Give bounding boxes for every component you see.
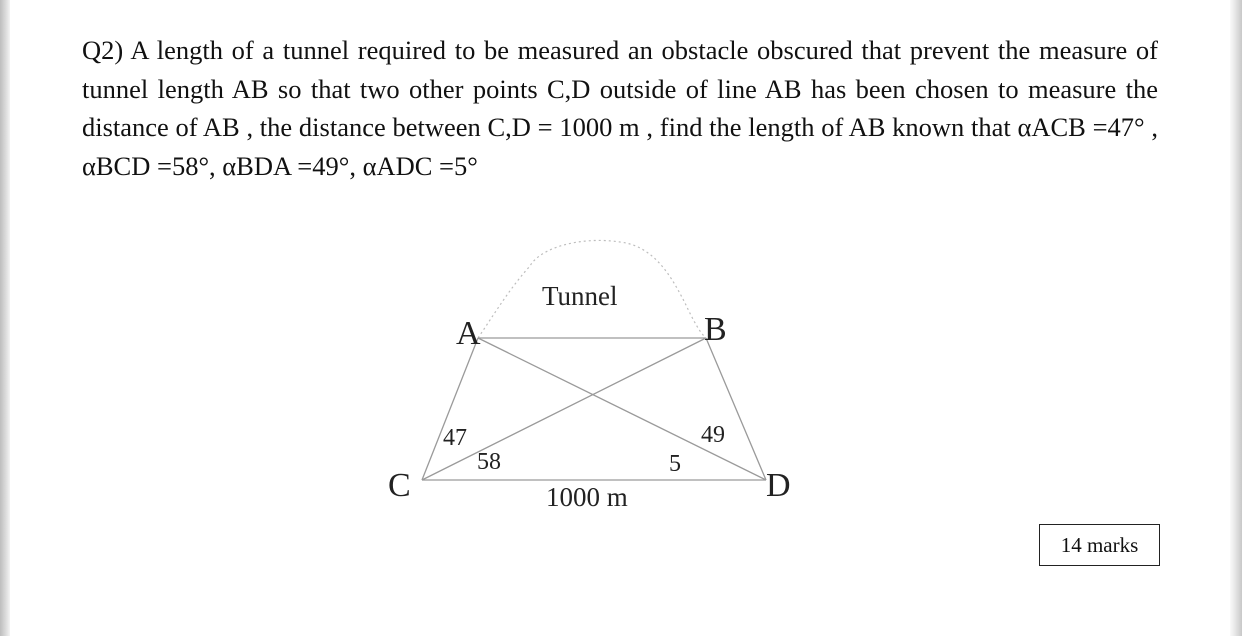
angle-acb-label: 47 bbox=[443, 425, 467, 451]
question-text: Q2) A length of a tunnel required to be measured an obstacle obscured that prevent the measure of tunnel length AB so that two other points C,D outside of line AB has been chosen to measure the distance of AB , the distance between C,D = 1000 m , find the length of AB known that αACB =47° , αBCD =58°, αBDA =49°, αADC =5° bbox=[82, 35, 1158, 181]
point-d-label: D bbox=[766, 467, 791, 504]
tunnel-diagram bbox=[380, 228, 820, 533]
point-b-label: B bbox=[704, 311, 727, 348]
page-left-edge bbox=[0, 0, 10, 636]
page-right-edge bbox=[1230, 0, 1242, 636]
marks-label: 14 marks bbox=[1060, 532, 1139, 557]
marks-box bbox=[1039, 524, 1160, 566]
line-cb bbox=[422, 338, 706, 480]
line-bd bbox=[706, 338, 766, 480]
cd-distance-label: 1000 m bbox=[546, 482, 628, 512]
point-c-label: C bbox=[388, 467, 411, 504]
point-a-label: A bbox=[456, 315, 481, 352]
line-ca bbox=[422, 338, 478, 480]
angle-adc-label: 5 bbox=[669, 451, 681, 477]
tunnel-label: Tunnel bbox=[542, 281, 618, 311]
angle-bcd-label: 58 bbox=[477, 449, 501, 475]
angle-bda-label: 49 bbox=[701, 422, 725, 448]
tunnel-diagram-svg bbox=[380, 228, 820, 528]
line-ad bbox=[478, 338, 766, 480]
